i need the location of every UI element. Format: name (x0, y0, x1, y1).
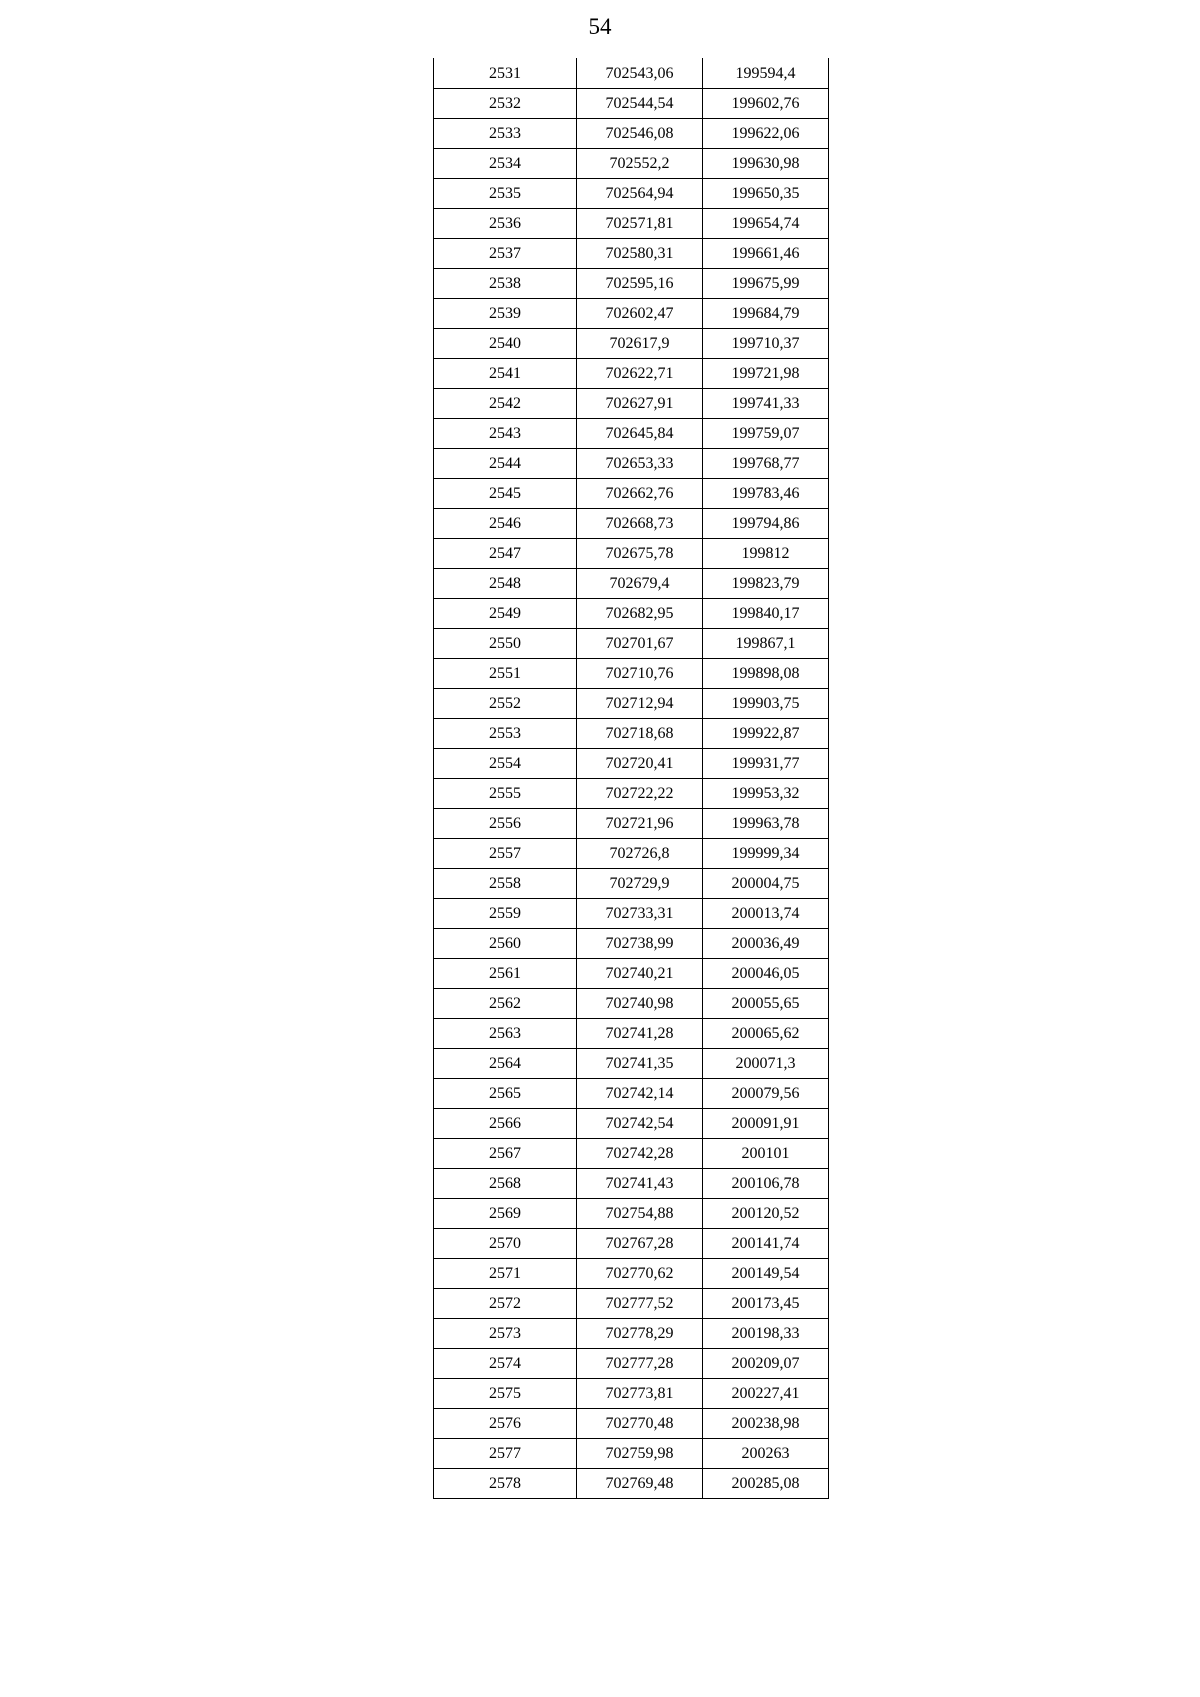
table-row (434, 448, 829, 478)
x-coordinate-cell: 702754,88 (577, 1198, 703, 1228)
table-row (434, 88, 829, 118)
y-coordinate-cell: 199768,77 (703, 448, 829, 478)
point-number-cell: 2535 (434, 178, 577, 208)
table-row (434, 1108, 829, 1138)
point-number-cell: 2570 (434, 1228, 577, 1258)
x-coordinate-cell: 702645,84 (577, 418, 703, 448)
y-coordinate-cell: 200055,65 (703, 988, 829, 1018)
point-number-cell: 2540 (434, 328, 577, 358)
x-coordinate-cell: 702552,2 (577, 148, 703, 178)
y-coordinate-cell: 199759,07 (703, 418, 829, 448)
y-coordinate-cell: 199794,86 (703, 508, 829, 538)
y-coordinate-cell: 200173,45 (703, 1288, 829, 1318)
table-row (434, 478, 829, 508)
table-row (434, 1138, 829, 1168)
table-row (434, 1348, 829, 1378)
y-coordinate-cell: 199812 (703, 538, 829, 568)
x-coordinate-cell: 702710,76 (577, 658, 703, 688)
x-coordinate-cell: 702712,94 (577, 688, 703, 718)
table-row (434, 1168, 829, 1198)
table-row (434, 1198, 829, 1228)
table-row (434, 1018, 829, 1048)
table-row (434, 1438, 829, 1468)
x-coordinate-cell: 702741,28 (577, 1018, 703, 1048)
x-coordinate-cell: 702617,9 (577, 328, 703, 358)
point-number-cell: 2562 (434, 988, 577, 1018)
point-number-cell: 2554 (434, 748, 577, 778)
point-number-cell: 2569 (434, 1198, 577, 1228)
x-coordinate-cell: 702740,98 (577, 988, 703, 1018)
table-row (434, 1318, 829, 1348)
x-coordinate-cell: 702741,35 (577, 1048, 703, 1078)
table-row (434, 778, 829, 808)
table-row (434, 1468, 829, 1498)
y-coordinate-cell: 199654,74 (703, 208, 829, 238)
y-coordinate-cell: 200141,74 (703, 1228, 829, 1258)
point-number-cell: 2548 (434, 568, 577, 598)
point-number-cell: 2574 (434, 1348, 577, 1378)
table-row (434, 238, 829, 268)
x-coordinate-cell: 702564,94 (577, 178, 703, 208)
x-coordinate-cell: 702543,06 (577, 58, 703, 88)
y-coordinate-cell: 200013,74 (703, 898, 829, 928)
x-coordinate-cell: 702767,28 (577, 1228, 703, 1258)
x-coordinate-cell: 702777,28 (577, 1348, 703, 1378)
y-coordinate-cell: 199594,4 (703, 58, 829, 88)
table-row (434, 58, 829, 88)
table-row (434, 508, 829, 538)
table-row (434, 838, 829, 868)
y-coordinate-cell: 199867,1 (703, 628, 829, 658)
point-number-cell: 2565 (434, 1078, 577, 1108)
y-coordinate-cell: 200079,56 (703, 1078, 829, 1108)
table-row (434, 388, 829, 418)
point-number-cell: 2547 (434, 538, 577, 568)
point-number-cell: 2544 (434, 448, 577, 478)
point-number-cell: 2538 (434, 268, 577, 298)
table-row (434, 268, 829, 298)
point-number-cell: 2555 (434, 778, 577, 808)
point-number-cell: 2557 (434, 838, 577, 868)
point-number-cell: 2553 (434, 718, 577, 748)
table-body (434, 58, 829, 1498)
point-number-cell: 2567 (434, 1138, 577, 1168)
point-number-cell: 2543 (434, 418, 577, 448)
point-number-cell: 2537 (434, 238, 577, 268)
point-number-cell: 2573 (434, 1318, 577, 1348)
table-row (434, 358, 829, 388)
x-coordinate-cell: 702682,95 (577, 598, 703, 628)
x-coordinate-cell: 702544,54 (577, 88, 703, 118)
x-coordinate-cell: 702662,76 (577, 478, 703, 508)
table-row (434, 298, 829, 328)
point-number-cell: 2533 (434, 118, 577, 148)
y-coordinate-cell: 199675,99 (703, 268, 829, 298)
table-row (434, 328, 829, 358)
y-coordinate-cell: 199823,79 (703, 568, 829, 598)
y-coordinate-cell: 199721,98 (703, 358, 829, 388)
table-row (434, 718, 829, 748)
y-coordinate-cell: 200227,41 (703, 1378, 829, 1408)
table-row (434, 868, 829, 898)
y-coordinate-cell: 200071,3 (703, 1048, 829, 1078)
x-coordinate-cell: 702726,8 (577, 838, 703, 868)
y-coordinate-cell: 200198,33 (703, 1318, 829, 1348)
table-row (434, 1378, 829, 1408)
y-coordinate-cell: 199661,46 (703, 238, 829, 268)
x-coordinate-cell: 702741,43 (577, 1168, 703, 1198)
y-coordinate-cell: 200149,54 (703, 1258, 829, 1288)
x-coordinate-cell: 702742,54 (577, 1108, 703, 1138)
table-row (434, 538, 829, 568)
table-row (434, 1288, 829, 1318)
y-coordinate-cell: 200238,98 (703, 1408, 829, 1438)
point-number-cell: 2560 (434, 928, 577, 958)
point-number-cell: 2546 (434, 508, 577, 538)
point-number-cell: 2578 (434, 1468, 577, 1498)
table-row (434, 598, 829, 628)
table-row (434, 208, 829, 238)
coordinates-table (433, 58, 829, 1499)
table-row (434, 898, 829, 928)
y-coordinate-cell: 200285,08 (703, 1468, 829, 1498)
table-row (434, 1048, 829, 1078)
table-row (434, 1408, 829, 1438)
point-number-cell: 2559 (434, 898, 577, 928)
y-coordinate-cell: 199630,98 (703, 148, 829, 178)
y-coordinate-cell: 199602,76 (703, 88, 829, 118)
point-number-cell: 2550 (434, 628, 577, 658)
point-number-cell: 2539 (434, 298, 577, 328)
x-coordinate-cell: 702742,14 (577, 1078, 703, 1108)
x-coordinate-cell: 702733,31 (577, 898, 703, 928)
y-coordinate-cell: 199931,77 (703, 748, 829, 778)
point-number-cell: 2532 (434, 88, 577, 118)
y-coordinate-cell: 200106,78 (703, 1168, 829, 1198)
table-row (434, 1258, 829, 1288)
x-coordinate-cell: 702740,21 (577, 958, 703, 988)
x-coordinate-cell: 702778,29 (577, 1318, 703, 1348)
x-coordinate-cell: 702675,78 (577, 538, 703, 568)
point-number-cell: 2577 (434, 1438, 577, 1468)
x-coordinate-cell: 702701,67 (577, 628, 703, 658)
x-coordinate-cell: 702627,91 (577, 388, 703, 418)
y-coordinate-cell: 199963,78 (703, 808, 829, 838)
y-coordinate-cell: 199684,79 (703, 298, 829, 328)
x-coordinate-cell: 702742,28 (577, 1138, 703, 1168)
table-row (434, 118, 829, 148)
point-number-cell: 2572 (434, 1288, 577, 1318)
table-row (434, 928, 829, 958)
y-coordinate-cell: 199840,17 (703, 598, 829, 628)
y-coordinate-cell: 200065,62 (703, 1018, 829, 1048)
y-coordinate-cell: 199953,32 (703, 778, 829, 808)
x-coordinate-cell: 702718,68 (577, 718, 703, 748)
y-coordinate-cell: 199898,08 (703, 658, 829, 688)
table-row (434, 178, 829, 208)
point-number-cell: 2564 (434, 1048, 577, 1078)
point-number-cell: 2568 (434, 1168, 577, 1198)
x-coordinate-cell: 702769,48 (577, 1468, 703, 1498)
table-row (434, 958, 829, 988)
y-coordinate-cell: 200036,49 (703, 928, 829, 958)
y-coordinate-cell: 199741,33 (703, 388, 829, 418)
table-row (434, 1078, 829, 1108)
x-coordinate-cell: 702770,48 (577, 1408, 703, 1438)
x-coordinate-cell: 702595,16 (577, 268, 703, 298)
point-number-cell: 2575 (434, 1378, 577, 1408)
y-coordinate-cell: 199922,87 (703, 718, 829, 748)
table-row (434, 568, 829, 598)
y-coordinate-cell: 199903,75 (703, 688, 829, 718)
y-coordinate-cell: 200046,05 (703, 958, 829, 988)
x-coordinate-cell: 702720,41 (577, 748, 703, 778)
x-coordinate-cell: 702773,81 (577, 1378, 703, 1408)
x-coordinate-cell: 702580,31 (577, 238, 703, 268)
point-number-cell: 2558 (434, 868, 577, 898)
y-coordinate-cell: 199650,35 (703, 178, 829, 208)
table-row (434, 628, 829, 658)
x-coordinate-cell: 702546,08 (577, 118, 703, 148)
y-coordinate-cell: 199783,46 (703, 478, 829, 508)
table-row (434, 418, 829, 448)
y-coordinate-cell: 200004,75 (703, 868, 829, 898)
y-coordinate-cell: 200263 (703, 1438, 829, 1468)
y-coordinate-cell: 199710,37 (703, 328, 829, 358)
point-number-cell: 2561 (434, 958, 577, 988)
y-coordinate-cell: 199999,34 (703, 838, 829, 868)
point-number-cell: 2549 (434, 598, 577, 628)
table-row (434, 988, 829, 1018)
x-coordinate-cell: 702668,73 (577, 508, 703, 538)
x-coordinate-cell: 702721,96 (577, 808, 703, 838)
point-number-cell: 2551 (434, 658, 577, 688)
point-number-cell: 2534 (434, 148, 577, 178)
x-coordinate-cell: 702679,4 (577, 568, 703, 598)
x-coordinate-cell: 702770,62 (577, 1258, 703, 1288)
y-coordinate-cell: 200120,52 (703, 1198, 829, 1228)
point-number-cell: 2552 (434, 688, 577, 718)
x-coordinate-cell: 702759,98 (577, 1438, 703, 1468)
point-number-cell: 2563 (434, 1018, 577, 1048)
point-number-cell: 2542 (434, 388, 577, 418)
point-number-cell: 2571 (434, 1258, 577, 1288)
y-coordinate-cell: 200091,91 (703, 1108, 829, 1138)
table-row (434, 808, 829, 838)
table-row (434, 1228, 829, 1258)
x-coordinate-cell: 702729,9 (577, 868, 703, 898)
point-number-cell: 2536 (434, 208, 577, 238)
table-row (434, 658, 829, 688)
x-coordinate-cell: 702602,47 (577, 298, 703, 328)
y-coordinate-cell: 200101 (703, 1138, 829, 1168)
point-number-cell: 2541 (434, 358, 577, 388)
point-number-cell: 2566 (434, 1108, 577, 1138)
x-coordinate-cell: 702571,81 (577, 208, 703, 238)
page-number: 54 (588, 14, 612, 39)
x-coordinate-cell: 702777,52 (577, 1288, 703, 1318)
x-coordinate-cell: 702722,22 (577, 778, 703, 808)
table-row (434, 148, 829, 178)
x-coordinate-cell: 702622,71 (577, 358, 703, 388)
x-coordinate-cell: 702738,99 (577, 928, 703, 958)
x-coordinate-cell: 702653,33 (577, 448, 703, 478)
point-number-cell: 2576 (434, 1408, 577, 1438)
point-number-cell: 2556 (434, 808, 577, 838)
table-row (434, 688, 829, 718)
y-coordinate-cell: 199622,06 (703, 118, 829, 148)
table-row (434, 748, 829, 778)
point-number-cell: 2545 (434, 478, 577, 508)
y-coordinate-cell: 200209,07 (703, 1348, 829, 1378)
point-number-cell: 2531 (434, 58, 577, 88)
